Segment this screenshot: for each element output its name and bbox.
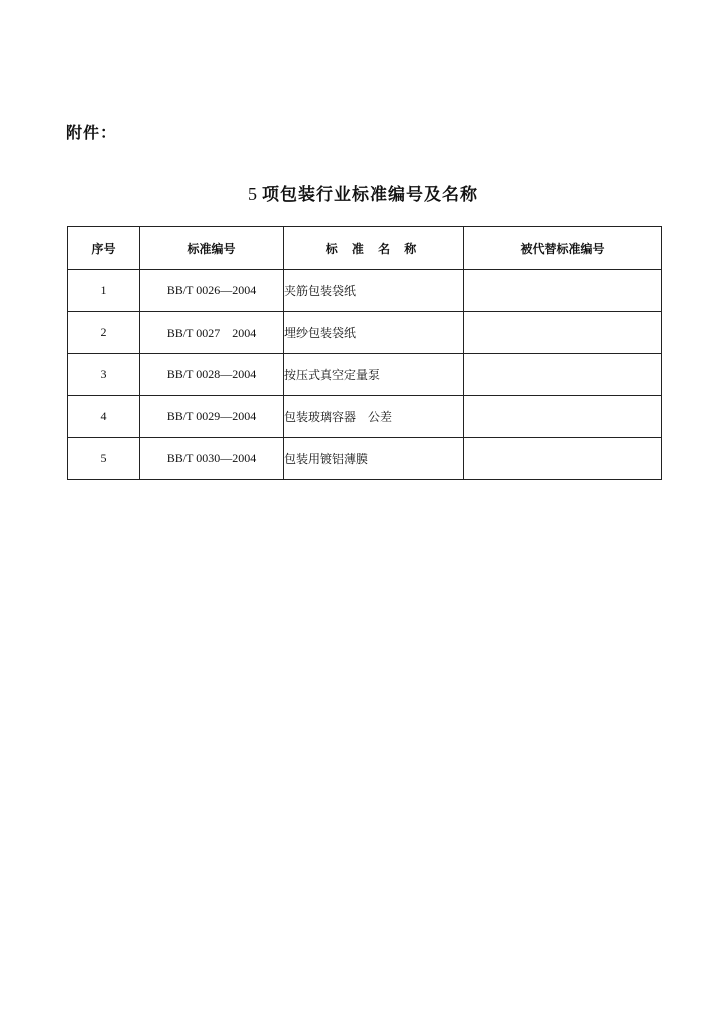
table-row — [68, 438, 662, 480]
table-row — [68, 270, 662, 312]
header-seq: 序号 — [68, 227, 140, 270]
row-code: BB/T 0030—2004 — [140, 438, 284, 480]
row-replaced — [464, 438, 662, 480]
row-name: 包装玻璃容器 公差 — [284, 396, 464, 438]
attachment-label: 附件： — [66, 123, 118, 142]
table-row — [68, 354, 662, 396]
header-name: 标 准 名 称 — [284, 227, 464, 270]
row-name: 包装用镀铝薄膜 — [284, 438, 464, 480]
row-replaced — [464, 312, 662, 354]
row-code: BB/T 0028—2004 — [140, 354, 284, 396]
header-replaced: 被代替标准编号 — [464, 227, 662, 270]
row-seq: 5 — [68, 438, 140, 480]
row-replaced — [464, 354, 662, 396]
row-code: BB/T 0026—2004 — [140, 270, 284, 312]
row-name: 夹筋包装袋纸 — [284, 270, 464, 312]
title-text: 项包装行业标准编号及名称 — [262, 185, 478, 205]
standards-table — [67, 226, 662, 480]
row-replaced — [464, 270, 662, 312]
row-seq: 2 — [68, 312, 140, 354]
row-seq: 4 — [68, 396, 140, 438]
header-code: 标准编号 — [140, 227, 284, 270]
row-seq: 1 — [68, 270, 140, 312]
table-header-row — [68, 227, 662, 270]
row-name: 按压式真空定量泵 — [284, 354, 464, 396]
row-seq: 3 — [68, 354, 140, 396]
table-row — [68, 312, 662, 354]
document-title — [0, 180, 710, 205]
title-number: 5 — [248, 184, 258, 204]
row-replaced — [464, 396, 662, 438]
row-code: BB/T 0027 2004 — [140, 312, 284, 354]
row-code: BB/T 0029—2004 — [140, 396, 284, 438]
row-name: 埋纱包装袋纸 — [284, 312, 464, 354]
table-row — [68, 396, 662, 438]
